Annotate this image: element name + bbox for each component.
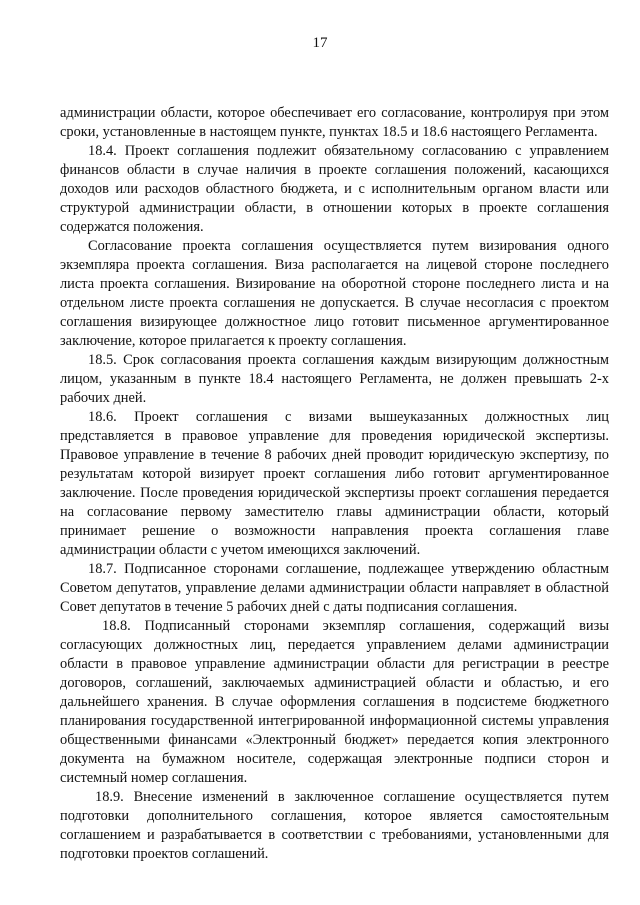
page-number: 17 xyxy=(312,35,328,51)
paragraph-18-7: 18.7. Подписанное сторонами соглашение, подлежащее утверждению областным Советом депутатов, управление делами администрации области направляет в областной Совет депутатов в течение 5 рабочих дней с даты подписания соглашения. xyxy=(60,561,609,615)
paragraph-18-5: 18.5. Срок согласования проекта соглашения каждым визирующим должностным лицом, указанным в пункте 18.4 настоящего Регламента, не должен превышать 2-х рабочих дней. xyxy=(60,352,609,406)
paragraph-18-6: 18.6. Проект соглашения с визами вышеуказанных должностных лиц представляется в правовое управление для проведения юридической экспертизы. Правовое управление в течение 8 рабочих дней проводит юридическую экспертизу, по результатам которой визирует проект соглашения либо готовит аргументированное заключение. После проведения юридической экспертизы проект соглашения передается на согласование первому заместителю главы администрации области, который принимает решение о возможности направления проекта соглашения главе администрации области с учетом имеющихся заключений. xyxy=(60,409,609,558)
paragraph-approval-procedure: Согласование проекта соглашения осуществляется путем визирования одного экземпляра проекта соглашения. Виза располагается на лицевой стороне последнего листа проекта соглашения. Визирование на оборотной стороне последнего листа и на отдельном листе проекта соглашения не допускается. В случае несогласия с проектом соглашения визирующее должностное лицо готовит письменное аргументированное заключение, которое прилагается к проекту соглашения. xyxy=(60,238,609,349)
paragraph-18-9: 18.9. Внесение изменений в заключенное соглашение осуществляется путем подготовки дополнительного соглашения, которое является самостоятельным соглашением и разрабатывается в соответствии с требованиями, установленными для подготовки проектов соглашений. xyxy=(60,789,609,862)
paragraph-18-4: 18.4. Проект соглашения подлежит обязательному согласованию с управлением финансов области в случае наличия в проекте соглашения положений, касающихся доходов или расходов областного бюджета, и с исполнительным органом власти или структурой администрации области, в отношении которых в проекте соглашения содержатся положения. xyxy=(60,143,609,235)
paragraph-18-8: 18.8. Подписанный сторонами экземпляр соглашения, содержащий визы согласующих должностных лиц, передается управлением делами администрации области в правовое управление администрации области для регистрации в реестре договоров, соглашений, заключаемых администрацией области и областью, и его дальнейшего хранения. В случае оформления соглашения в подсистеме бюджетного планирования государственной интегрированной информационной системы управления общественными финансами «Электронный бюджет» передается копия электронного документа на бумажном носителе, содержащая электронные подписи сторон и системный номер соглашения. xyxy=(60,618,609,786)
document-body xyxy=(60,104,609,864)
paragraph-continuation: администрации области, которое обеспечивает его согласование, контролируя при этом сроки, установленные в настоящем пункте, пунктах 18.5 и 18.6 настоящего Регламента. xyxy=(60,105,609,140)
